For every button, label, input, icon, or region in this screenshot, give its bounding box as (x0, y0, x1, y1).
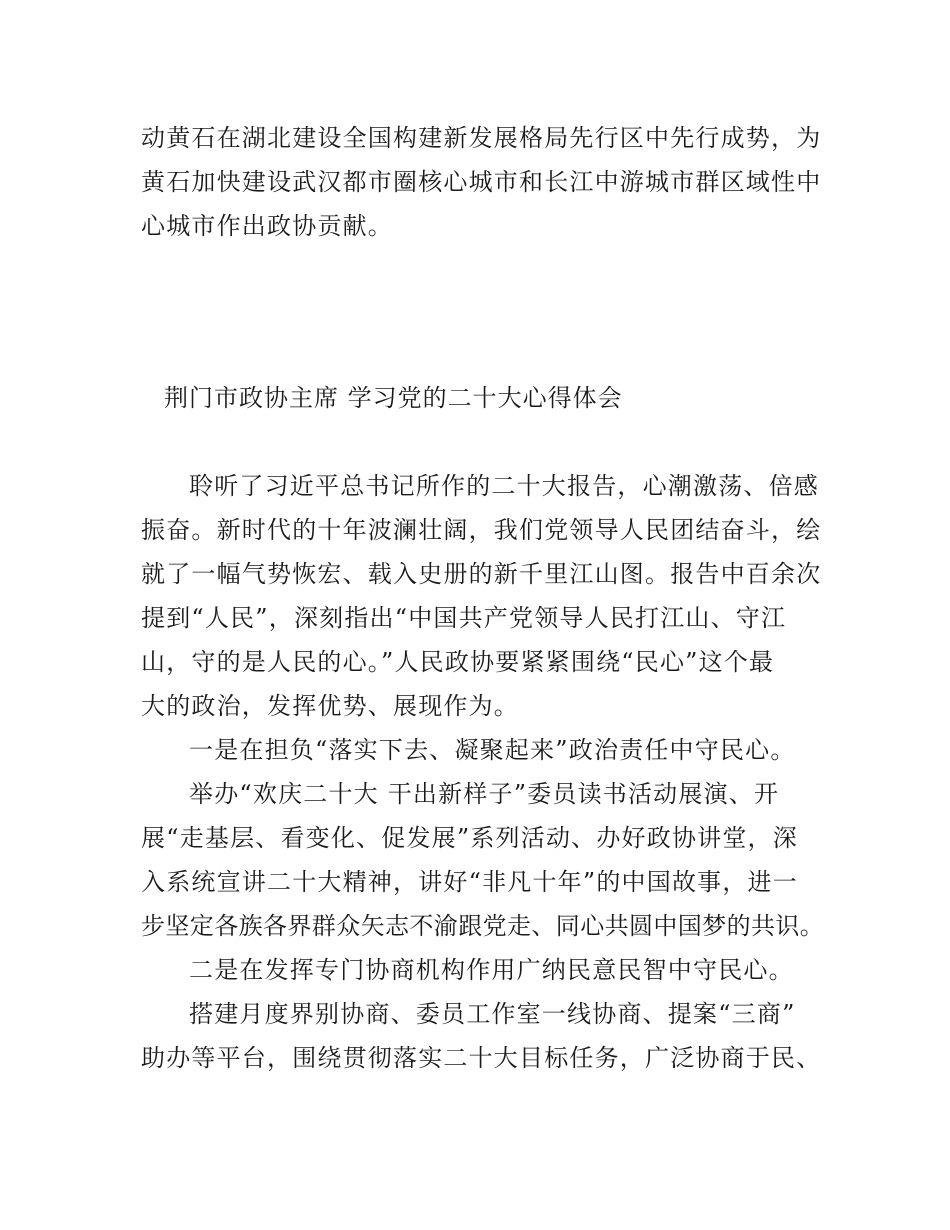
paragraph-1-line-3: 就了一幅气势恢宏、载入史册的新千里江山图。报告中百余次 (141, 560, 822, 588)
paragraph-2-line-3: 入系统宣讲二十大精神，讲好“非凡十年”的中国故事，进一 (141, 868, 798, 896)
section-heading-1: 一是在担负“落实下去、凝聚起来”政治责任中守民心。 (189, 736, 796, 764)
paragraph-1-line-1: 聆听了习近平总书记所作的二十大报告，心潮激荡、倍感 (189, 472, 819, 500)
paragraph-1-line-6: 大的政治，发挥优势、展现作为。 (141, 692, 519, 720)
continuation-line-3: 心城市作出政协贡献。 (141, 212, 393, 240)
paragraph-1-line-2: 振奋。新时代的十年波澜壮阔，我们党领导人民团结奋斗，绘 (141, 516, 822, 544)
paragraph-3-line-1: 搭建月度界别协商、委员工作室一线协商、提案“三商” (189, 1000, 796, 1028)
paragraph-2-line-4: 步坚定各族各界群众矢志不渝跟党走、同心共圆中国梦的共识。 (141, 912, 825, 940)
paragraph-2-line-2: 展“走基层、看变化、促发展”系列活动、办好政协讲堂，深 (141, 824, 798, 852)
continuation-line-2: 黄石加快建设武汉都市圈核心城市和长江中游城市群区域性中 (141, 168, 822, 196)
paragraph-3-line-2: 助办等平台，围绕贯彻落实二十大目标任务，广泛协商于民、 (141, 1044, 822, 1072)
continuation-line-1: 动黄石在湖北建设全国构建新发展格局先行区中先行成势，为 (141, 124, 822, 152)
article-title: 荆门市政协主席 学习党的二十大心得体会 (164, 384, 623, 412)
paragraph-2-line-1: 举办“欢庆二十大 干出新样子”委员读书活动展演、开 (189, 780, 780, 808)
paragraph-1-line-5: 山，守的是人民的心。”人民政协要紧紧围绕“民心”这个最 (141, 648, 775, 676)
paragraph-1-line-4: 提到“人民”，深刻指出“中国共产党领导人民打江山、守江 (141, 604, 787, 632)
section-heading-2: 二是在发挥专门协商机构作用广纳民意民智中守民心。 (189, 956, 794, 984)
